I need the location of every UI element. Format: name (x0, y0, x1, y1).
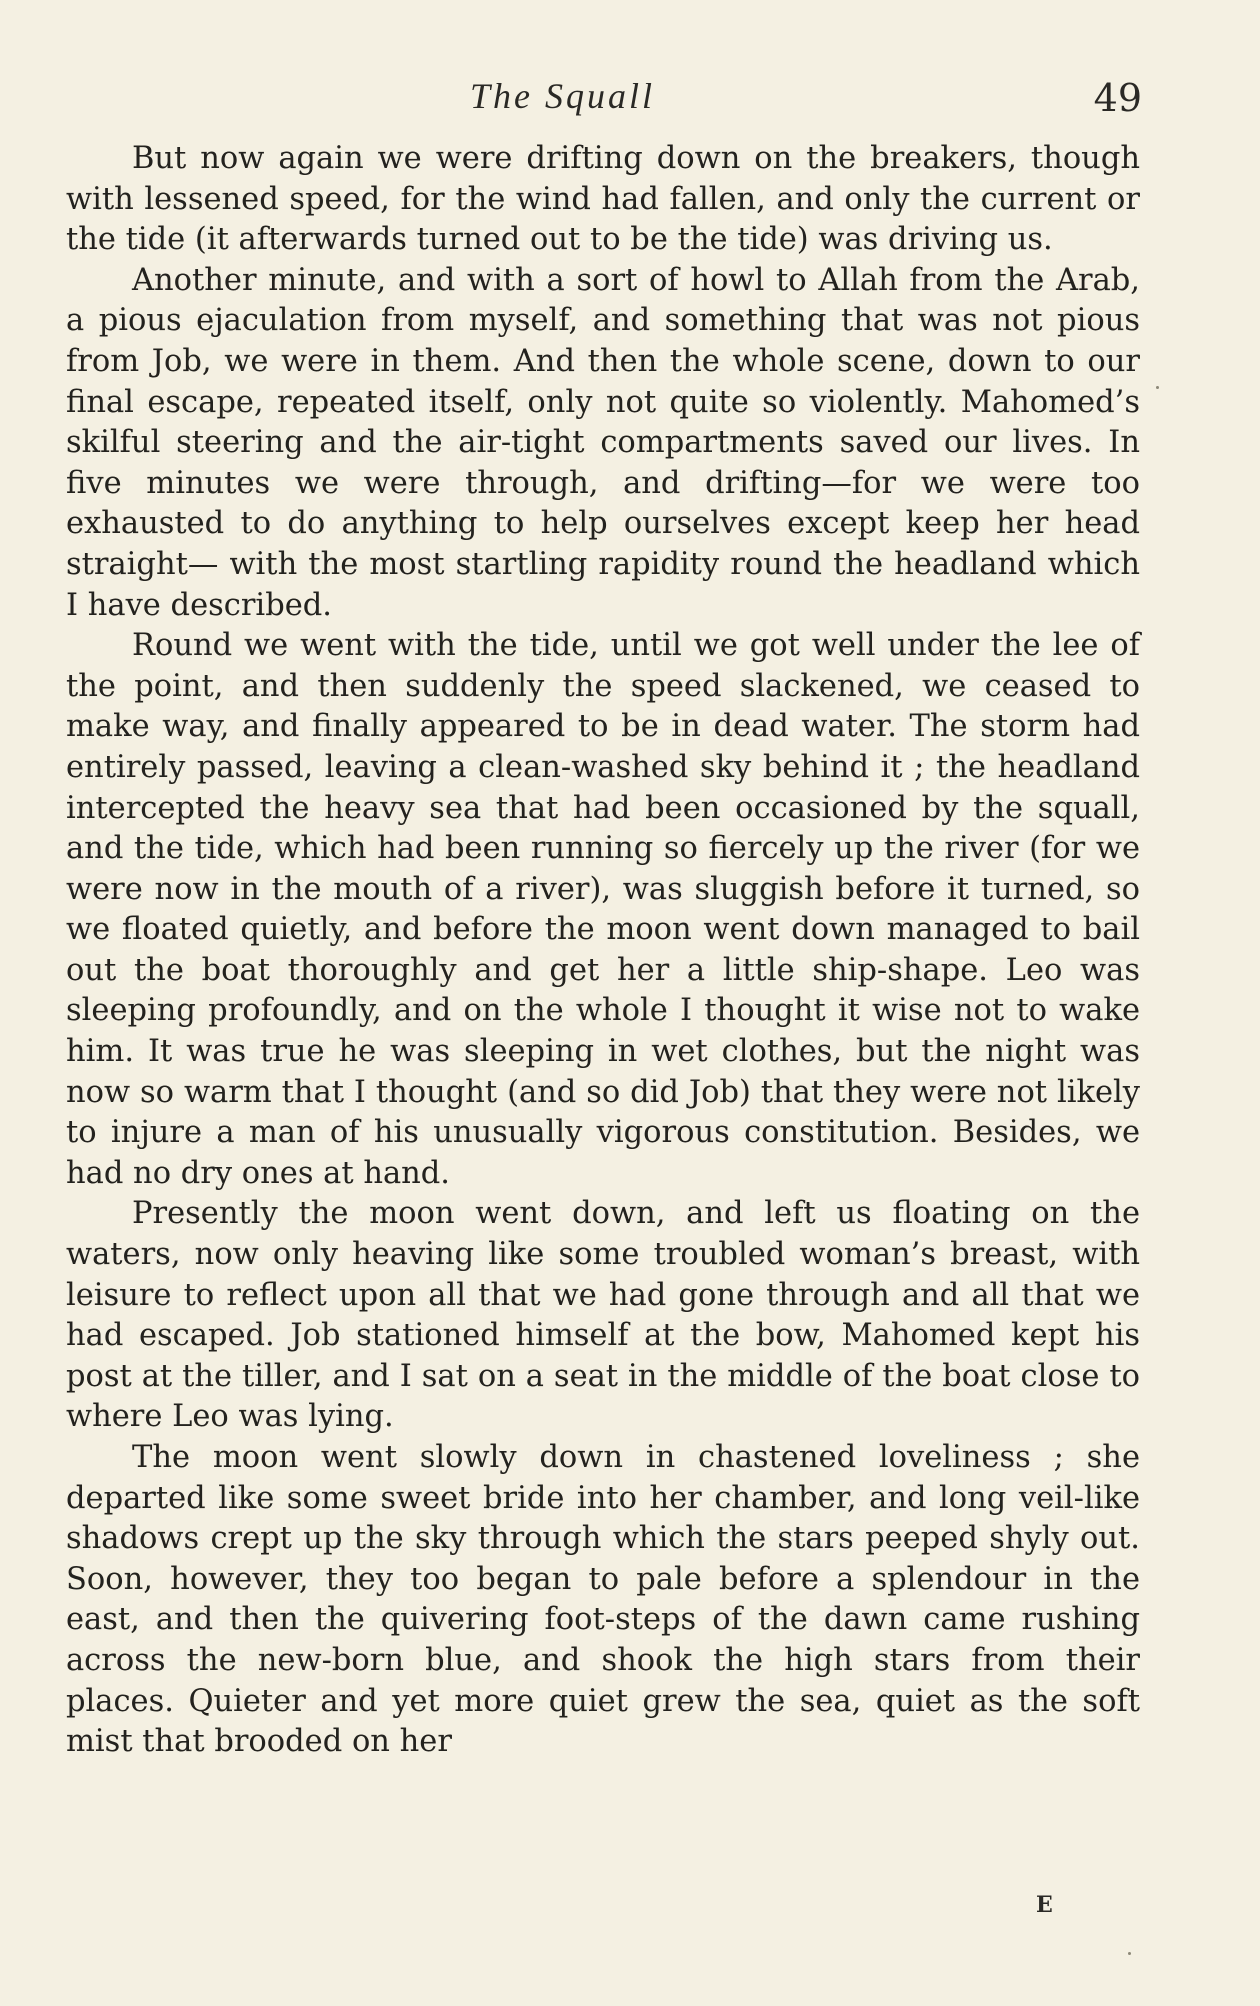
body-text (66, 139, 1140, 1763)
paragraph-2: Another minute, and with a sort of howl to Allah from the Arab, a pious ejaculation from myself, and something that was not pious from Job, we were in them. And then the whole scene, down to our final escape, repeated itself, only not quite so violently. Mahomed’s skilful steering and the air-tight compartments saved our lives. In five minutes we were through, and drifting—for we were too exhausted to do anything to help ourselves except keep her head straight— with the most startling rapidity round the headland which I have described. (66, 262, 1140, 623)
running-title: The Squall (470, 76, 656, 116)
paragraph-5: The moon went slowly down in chastened loveliness ; she departed like some sweet bride into her chamber, and long veil-like shadows crept up the sky through which the stars peeped shyly out. Soon, however, they too began to pale before a splendour in the east, and then the quivering foot-steps of the dawn came rushing across the new-born blue, and shook the high stars from their places. Quieter and yet more quiet grew the sea, quiet as the soft mist that brooded on her (66, 1440, 1140, 1760)
paragraph-3: Round we went with the tide, until we got well under the lee of the point, and then suddenly the speed slackened, we ceased to make way, and finally appeared to be in dead water. The storm had entirely passed, leaving a clean-washed sky behind it ; the headland intercepted the heavy sea that had been occasioned by the squall, and the tide, which had been running so fiercely up the river (for we were now in the mouth of a river), was sluggish before it turned, so we floated quietly, and before the moon went down managed to bail out the boat thoroughly and get her a little ship-shape. Leo was sleeping profoundly, and on the whole I thought it wise not to wake him. It was true he was sleeping in wet clothes, but the night was now so warm that I thought (and so did Job) that they were not likely to injure a man of his unusually vigorous constitution. Besides, we had no dry ones at hand. (66, 628, 1140, 1191)
page-number: 49 (1093, 76, 1142, 120)
signature-mark: E (1036, 1892, 1053, 1918)
paragraph-4: Presently the moon went down, and left us floating on the waters, now only heaving like some troubled woman’s breast, with leisure to reflect upon all that we had gone through and all that we had escaped. Job stationed himself at the bow, Mahomed kept his post at the tiller, and I sat on a seat in the middle of the boat close to where Leo was lying. (66, 1196, 1140, 1435)
paper-speck (1128, 1952, 1131, 1955)
running-head (0, 68, 1260, 128)
paragraph-1: But now again we were drifting down on the breakers, though with lessened speed, for the wind had fallen, and only the current or the tide (it afterwards turned out to be the tide) was driving us. (66, 141, 1140, 258)
paper-speck (1156, 386, 1159, 389)
